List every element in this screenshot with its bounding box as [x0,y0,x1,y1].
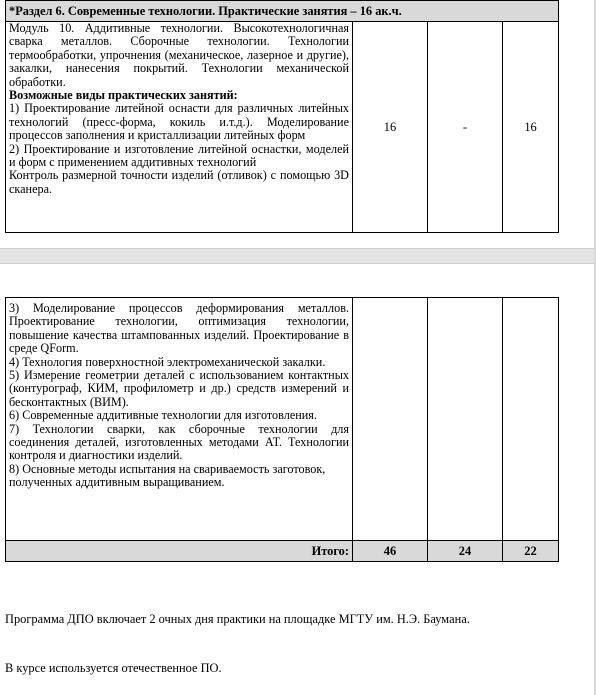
activity-item: 2) Проектирование и изготовление литейной оснастки, моделей и форм с применением аддитивных технологий [9,141,349,170]
hours-lectures-cell: - [428,22,503,233]
activity-item: Контроль размерной точности изделий (отливок) с помощью 3D сканера. [9,168,349,196]
empty-cell [353,298,428,541]
hours-practice-cell: 16 [503,22,559,233]
practice-note: Программа ДПО включает 2 очных дня практики на площадке МГТУ им. Н.Э. Баумана. [5,612,470,626]
section-header: *Раздел 6. Современные технологии. Практические занятия – 16 ак.ч. [6,1,559,22]
activities-subheading: Возможные виды практических занятий: [9,88,238,103]
total-row [6,541,559,562]
total-value-1: 46 [353,541,428,562]
total-value-2: 24 [428,541,503,562]
activity-item: 8) Основные методы испытания на свариваемость заготовок, полученных аддитивным выращиванием. [9,461,326,490]
module-description-cell [6,22,353,233]
activities-continued-cell [6,298,353,541]
activity-item: 1) Проектирование литейной оснасти для различных литейных технологий (пресс-форма, кокиль и.т.д.). Моделирование процессов заполнения и кристаллизации литейных форм [9,101,349,143]
curriculum-table-bottom [5,297,559,562]
activity-item: 4) Технология поверхностной электромеханической закалки. [9,354,326,369]
total-label: Итого: [6,541,353,562]
activity-item: 5) Измерение геометрии деталей с использованием контактных (контурограф, КИМ, профилометр и др.) средств измерений и бесконтактных (ВИМ). [9,368,349,409]
activity-item: 3) Моделирование процессов деформирования металлов. Проектирование технологии, оптимизация технологии, повышение качества штампованных изделий. Проектирование в среде QForm. [9,301,349,356]
empty-cell [503,298,559,541]
software-note: В курсе используется отечественное ПО. [5,661,222,675]
curriculum-table-top [5,0,559,233]
total-value-3: 22 [503,541,559,562]
hours-total-cell: 16 [353,22,428,233]
activity-item: 6) Современные аддитивные технологии для изготовления. [9,408,317,423]
module-description: Модуль 10. Аддитивные технологии. Высокотехнологичная сварка металлов. Сборочные технологии. Технологии термообработки, упрочнения (механическое, лазерное и другие), закалки, нанесения покрытий. Технологии механической обработки. [9,21,349,89]
activity-item: 7) Технологии сварки, как сборочные технологии для соединения деталей, изготовленных методами АТ. Технологии контроля и диагностики изделий. [9,421,349,463]
empty-cell [428,298,503,541]
page-break [0,248,596,264]
